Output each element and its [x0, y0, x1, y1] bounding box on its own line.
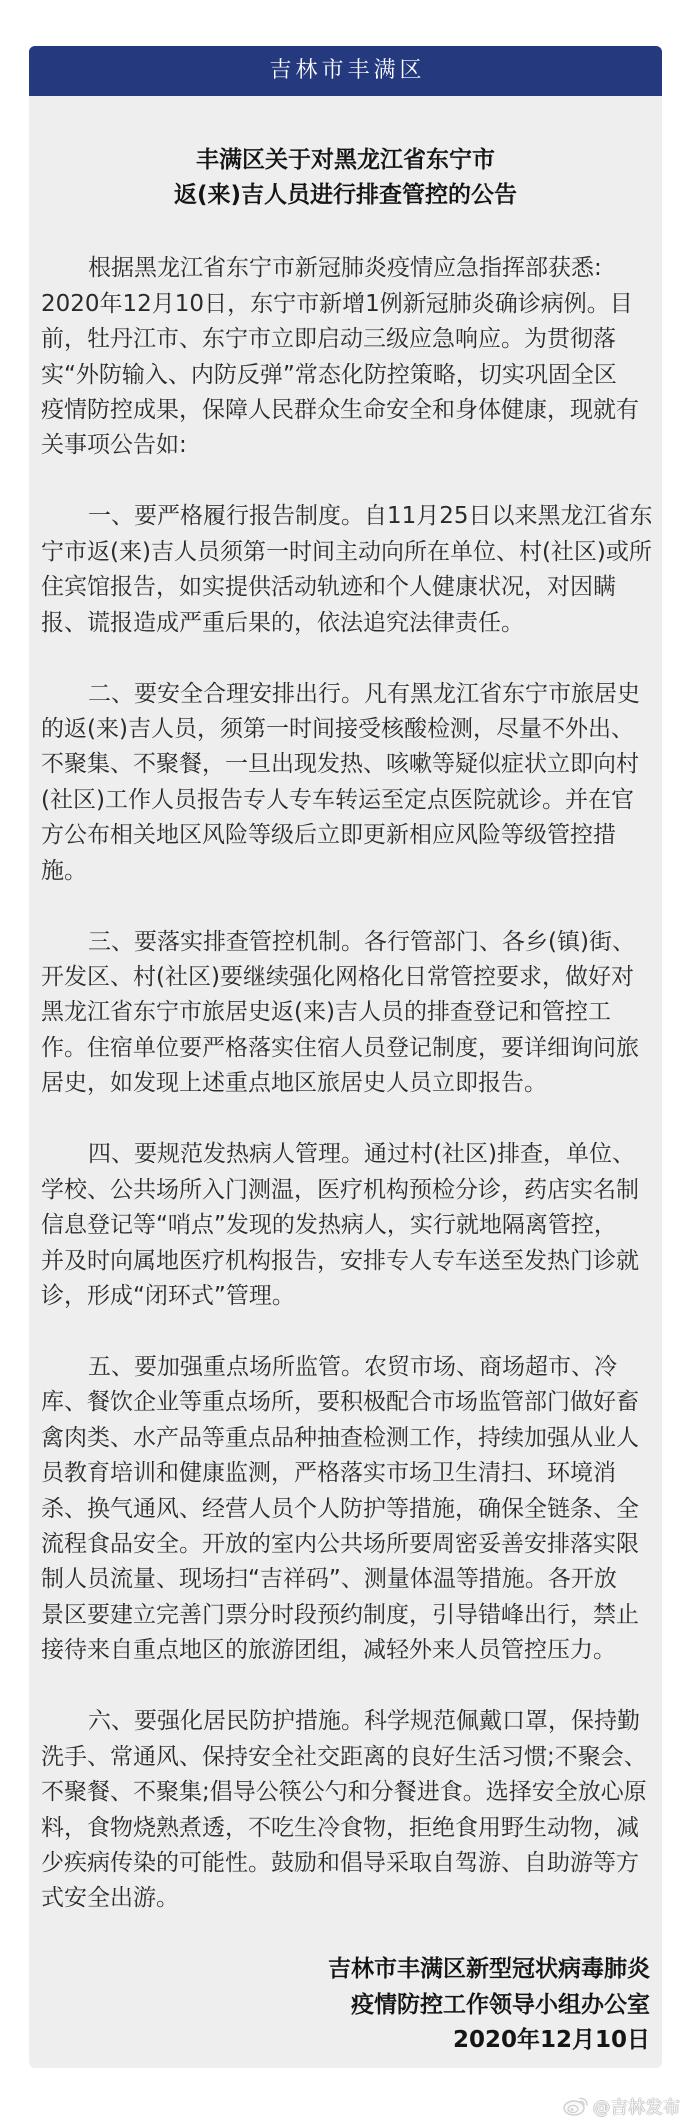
paragraph-line: 作。住宿单位要严格落实住宿人员登记制度，要详细询问旅 — [41, 1034, 639, 1061]
item-4-fever-paragraph — [41, 1137, 650, 1314]
notice-title-line: 丰满区关于对黑龙江省东宁市 — [196, 147, 495, 173]
paragraph-line: 流程食品安全。开放的室内公共场所要周密妥善安排落实限 — [41, 1531, 639, 1558]
paragraph-line: 前，牡丹江市、东宁市立即启动三级应急响应。为贯彻落 — [41, 326, 616, 353]
paragraph-line: 一、要严格履行报告制度。自11月25日以来黑龙江省东 — [88, 503, 653, 530]
watermark-text: @吉林发布 — [593, 2097, 681, 2118]
paragraph-line: 库、餐饮企业等重点场所，要积极配合市场监管部门做好畜 — [41, 1389, 639, 1416]
item-1-reporting-paragraph — [41, 499, 653, 641]
paragraph-line: 2020年12月10日，东宁市新增1例新冠肺炎确诊病例。目 — [41, 290, 633, 317]
paragraph-line: 开发区、村(社区)要继续强化网格化日常管控要求，做好对 — [41, 964, 634, 991]
signature-date: 2020年12月10日 — [452, 2027, 650, 2054]
weibo-watermark — [563, 2093, 681, 2117]
district-title: 吉林市丰满区 — [269, 58, 426, 83]
paragraph-line: 六、要强化居民防护措施。科学规范佩戴口罩，保持勤 — [88, 1708, 640, 1735]
notice-card — [29, 46, 662, 2068]
paragraph-line: 学校、公共场所入门测温，医疗机构预检分诊，药店实名制 — [41, 1176, 639, 1203]
paragraph-line: 禽肉类、水产品等重点品种抽查检测工作，持续加强从业人 — [41, 1424, 639, 1451]
item-3-screening-paragraph — [41, 925, 650, 1102]
paragraph-line: 疫情防控成果，保障人民群众生命安全和身体健康，现就有 — [41, 397, 639, 424]
intro-paragraph — [41, 251, 650, 464]
paragraph-line: 住宾馆报告，如实提供活动轨迹和个人健康状况，对因瞒 — [41, 574, 616, 601]
notice-title — [29, 143, 662, 213]
paragraph-line: 居史，如发现上述重点地区旅居史人员立即报告。 — [41, 1070, 547, 1097]
paragraph-line: 制人员流量、现场扫“吉祥码”、测量体温等措施。各开放 — [41, 1566, 617, 1593]
issuer-signature — [41, 1952, 650, 2058]
notice-title-line: 返(来)吉人员进行排查管控的公告 — [173, 182, 518, 208]
paragraph-line: 方公布相关地区风险等级后立即更新相应风险等级管控措 — [41, 822, 616, 849]
paragraph-line: 接待来自重点地区的旅游团组，减轻外来人员管控压力。 — [41, 1637, 616, 1664]
paragraph-line: 四、要规范发热病人管理。通过村(社区)排查，单位、 — [88, 1141, 635, 1168]
paragraph-line: 关事项公告如: — [41, 432, 187, 459]
paragraph-line: 三、要落实排查管控机制。各行管部门、各乡(镇)街、 — [88, 928, 635, 955]
paragraph-line: 的返(来)吉人员，须第一时间接受核酸检测，尽量不外出、 — [41, 715, 634, 742]
paragraph-line: 宁市返(来)吉人员须第一时间主动向所在单位、村(社区)或所 — [41, 538, 652, 565]
paragraph-line: 不聚餐、不聚集;倡导公筷公勺和分餐进食。选择安全放心原 — [41, 1779, 647, 1806]
paragraph-line: 并及时向属地医疗机构报告，安排专人专车送至发热门诊就 — [41, 1247, 639, 1274]
paragraph-line: 根据黑龙江省东宁市新冠肺炎疫情应急指挥部获悉: — [88, 255, 602, 282]
paragraph-line: 式安全出游。 — [41, 1885, 179, 1912]
item-5-venues-paragraph — [41, 1350, 650, 1669]
item-2-travel-paragraph — [41, 677, 650, 890]
paragraph-line: 二、要安全合理安排出行。凡有黑龙江省东宁市旅居史 — [88, 680, 640, 707]
paragraph-line: 五、要加强重点场所监管。农贸市场、商场超市、冷 — [88, 1353, 617, 1380]
signature-line: 疫情防控工作领导小组办公室 — [351, 1991, 650, 2018]
paragraph-line: 不聚集、不聚餐，一旦出现发热、咳嗽等疑似症状立即向村 — [41, 751, 639, 778]
paragraph-line: 杀、换气通风、经营人员个人防护等措施，确保全链条、全 — [41, 1495, 639, 1522]
paragraph-line: 报、谎报造成严重后果的，依法追究法律责任。 — [41, 609, 524, 636]
notice-body — [41, 251, 653, 2058]
paragraph-line: 信息登记等“哨点”发现的发热病人，实行就地隔离管控， — [41, 1212, 617, 1239]
paragraph-line: 施。 — [41, 857, 87, 884]
district-header-bar — [29, 46, 662, 96]
paragraph-line: 诊，形成“闭环式”管理。 — [41, 1282, 295, 1309]
item-6-protection-paragraph — [41, 1704, 650, 1917]
paragraph-line: 黑龙江省东宁市旅居史返(来)吉人员的排查登记和管控工 — [41, 999, 611, 1026]
paragraph-line: 少疾病传染的可能性。鼓励和倡导采取自驾游、自助游等方 — [41, 1849, 639, 1876]
signature-line: 吉林市丰满区新型冠状病毒肺炎 — [328, 1956, 650, 1983]
paragraph-line: (社区)工作人员报告专人专车转运至定点医院就诊。并在官 — [41, 786, 634, 813]
paragraph-line: 料，食物烧熟煮透，不吃生冷食物，拒绝食用野生动物，减 — [41, 1814, 639, 1841]
paragraph-line: 实“外防输入、内防反弹”常态化防控策略，切实巩固全区 — [41, 361, 617, 388]
paragraph-line: 洗手、常通风、保持安全社交距离的良好生活习惯;不聚会、 — [41, 1743, 647, 1770]
paragraph-line: 员教育培训和健康监测，严格落实市场卫生清扫、环境消 — [41, 1460, 616, 1487]
paragraph-line: 景区要建立完善门票分时段预约制度，引导错峰出行，禁止 — [41, 1601, 639, 1628]
weibo-icon — [563, 2095, 593, 2116]
